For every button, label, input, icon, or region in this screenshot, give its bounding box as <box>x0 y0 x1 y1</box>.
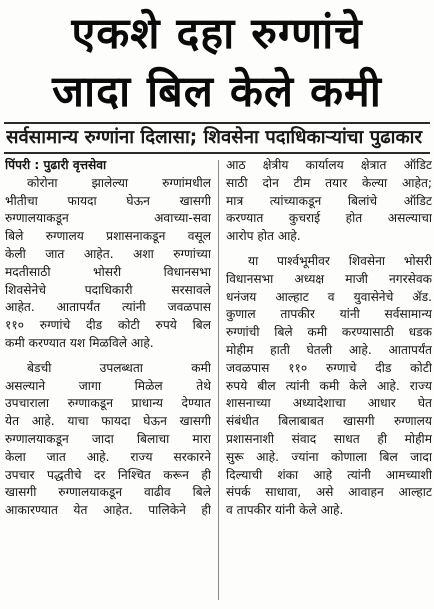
article-column-right <box>226 157 432 520</box>
right-paragraph-2 <box>226 253 432 520</box>
left-paragraph-2 <box>5 360 211 520</box>
text-line: साठी दोन टीम तयार केल्या आहेत; <box>226 175 432 190</box>
text-line: असल्याने जागा मिळेल तेथे <box>5 378 211 393</box>
text-line: उपचाराला रुग्णाकडून प्राधान्य देण्यात <box>5 396 211 411</box>
article-column-left <box>5 157 211 520</box>
text-line: बिले रुग्णालय प्रशासनाकडून वसूल <box>5 229 211 244</box>
text-line: धनंजय आल्हाट व युवासेनेचे ॲड. <box>226 289 432 304</box>
left-paragraph-1 <box>5 175 211 353</box>
text-line: आठ क्षेत्रीय कार्यालय क्षेत्रात ऑडिट <box>226 158 432 172</box>
text-line: शासनाच्या अध्यादेशाचा आधार घेत <box>226 396 432 411</box>
text-line: रुग्णालयाकडून जादा बिलाचा मारा <box>5 431 211 446</box>
text-line: संबंधीत बिलाबाबत खासगी रुग्णालय <box>226 414 432 429</box>
text-line: ११० रुग्णांचे दीड कोटी रुपये बिल <box>5 318 211 333</box>
text-line: कमी करण्यात यश मिळविले आहे. <box>5 335 154 350</box>
text-line: आरोप होत आहे. <box>226 229 301 244</box>
text-line: केली जात आहेत. अशा रुग्णांच्या <box>5 246 211 261</box>
text-line: भीतीचा फायदा घेऊन खासगी <box>5 193 211 208</box>
headline-line-1: एकशे दहा रुग्णांचे <box>71 9 363 59</box>
text-line: कोरोना झालेल्या रुग्णांमधील <box>27 175 211 190</box>
text-line: दिल्याची शंका आहे त्यांनी आमच्याशी <box>226 467 432 482</box>
text-line: रुग्णालयाकडून अवाच्या-सवा <box>5 211 211 226</box>
subheadline: सर्वसामान्य रुग्णांना दिलासा; शिवसेना पदाधिकाऱ्यांचा पुढाकार <box>6 127 423 148</box>
text-line: आकारण्यात येत आहेत. पालिकेने ही <box>5 503 211 518</box>
text-line: जवळपास ११० रुग्णाचे दीड कोटी <box>226 360 432 375</box>
headline-rule <box>4 122 430 124</box>
text-line: रुपये बील त्यांनी कमी केले आहे. राज्य <box>226 378 432 393</box>
text-line: मात्र त्यांच्याकडून बिलांचे ऑडिट <box>226 193 432 208</box>
text-line: कुणाल तापकीर यांनी सर्वसामान्य <box>226 307 432 322</box>
text-line: आहेत. आतापर्यंत त्यांनी जवळपास <box>5 300 211 315</box>
dateline: पिंपरी : पुढारी वृत्तसेवा <box>5 158 107 172</box>
subheadline-rule <box>4 152 430 154</box>
text-line: शिवसेनेचे पदाधिकारी सरसावले <box>5 282 211 297</box>
text-line: प्रशासनाशी संवाद साधत ही मोहीम <box>226 431 432 446</box>
headline-line-2: जादा बिल केले कमी <box>52 67 382 117</box>
text-line: सुरू आहे. ज्यांना कोणाला बिल जादा <box>226 449 432 464</box>
text-line: बेडची उपलब्धता कमी <box>27 360 211 375</box>
text-line: विधानसभा अध्यक्ष माजी नगरसेवक <box>226 271 432 286</box>
text-line: खासगी रुग्णालयाकडून वाढीव बिले <box>5 485 211 500</box>
text-line: करण्यात कुचराई होत असल्याचा <box>226 211 432 226</box>
right-paragraph-1 <box>226 157 432 246</box>
text-line: येत आहे. याचा फायदा घेऊन खासगी <box>5 414 211 429</box>
text-line: व तापकीर यांनी केले आहे. <box>226 503 344 518</box>
text-line: केला जात आहे. राज्य सरकारने <box>5 449 211 464</box>
text-line: मोहीम हाती घेतली आहे. आतापर्यंत <box>226 342 432 357</box>
text-line: मदतीसाठी भोसरी विधानसभा <box>5 264 211 279</box>
text-line: संपर्क साधावा, असे आवाहन आल्हाट <box>226 485 432 500</box>
text-line: या पार्श्वभूमीवर शिवसेना भोसरी <box>248 253 432 268</box>
text-line: उपचार पद्धतीचे दर निश्चित करून ही <box>5 467 211 482</box>
text-line: रुग्णांची बिले कमी करण्यासाठी धडक <box>226 325 432 340</box>
column-divider <box>218 160 219 600</box>
